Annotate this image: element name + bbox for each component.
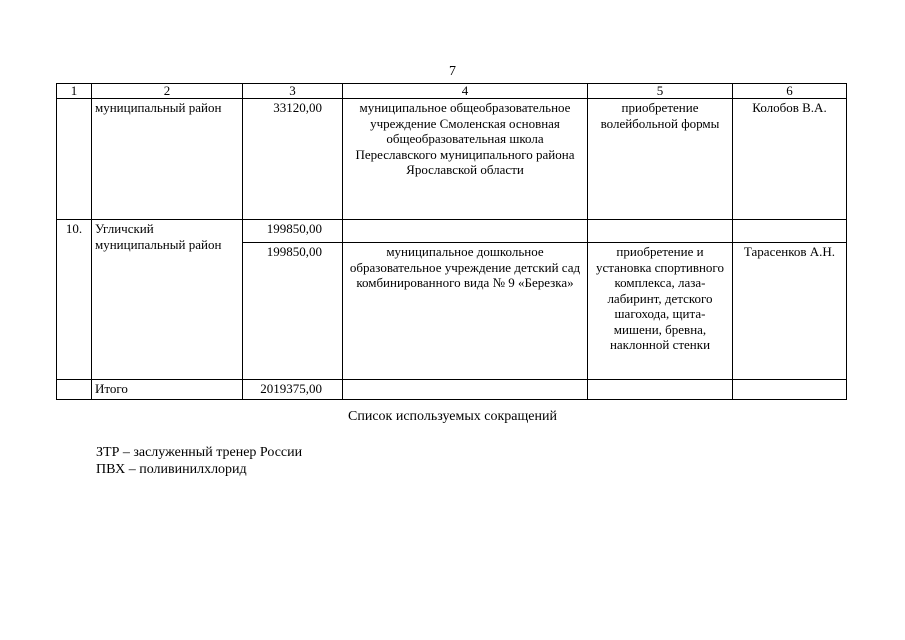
abbreviation-item: ПВХ – поливинилхлорид [96,462,247,477]
amount-cell: 33120,00 [243,99,343,220]
empty-cell [733,220,847,243]
header-cell-2: 2 [92,84,243,99]
header-cell-6: 6 [733,84,847,99]
table-row [57,99,847,220]
abbreviations-list [96,444,302,478]
header-cell-1: 1 [57,84,92,99]
purpose-cell: приобретение и установка спортивного комплекса, лаза-лабиринт, детского шагохода, щита-мишени, бревна, наклонной стенки [588,243,733,380]
purpose-cell: приобретение волейбольной формы [588,99,733,220]
empty-cell [588,380,733,400]
total-row [57,380,847,400]
header-cell-4: 4 [343,84,588,99]
district-cell: муниципальный район [92,99,243,220]
empty-cell [733,380,847,400]
abbreviation-item: ЗТР – заслуженный тренер России [96,445,303,460]
district-cell: Угличский муниципальный район [92,220,243,380]
institution-cell: муниципальное дошкольное образовательное учреждение детский сад комбинированного вида № 9 «Березка» [343,243,588,380]
header-cell-3: 3 [243,84,343,99]
table-row [57,220,847,243]
page-number: 7 [449,64,456,79]
responsible-cell: Колобов В.А. [733,99,847,220]
grants-table [56,83,847,400]
empty-cell [57,380,92,400]
empty-cell [343,220,588,243]
institution-cell: муниципальное общеобразовательное учреждение Смоленская основная общеобразовательная школа Переславского муниципального района Ярославской области [343,99,588,220]
table-header-row [57,84,847,99]
abbreviations-title: Список используемых сокращений [348,409,557,424]
empty-cell [343,380,588,400]
row-number-cell: 10. [57,220,92,380]
empty-cell [588,220,733,243]
header-cell-5: 5 [588,84,733,99]
amount-cell: 199850,00 [243,220,343,243]
total-label: Итого [92,380,243,400]
responsible-cell: Тарасенков А.Н. [733,243,847,380]
row-number-cell [57,99,92,220]
amount-cell: 199850,00 [243,243,343,380]
total-value: 2019375,00 [243,380,343,400]
